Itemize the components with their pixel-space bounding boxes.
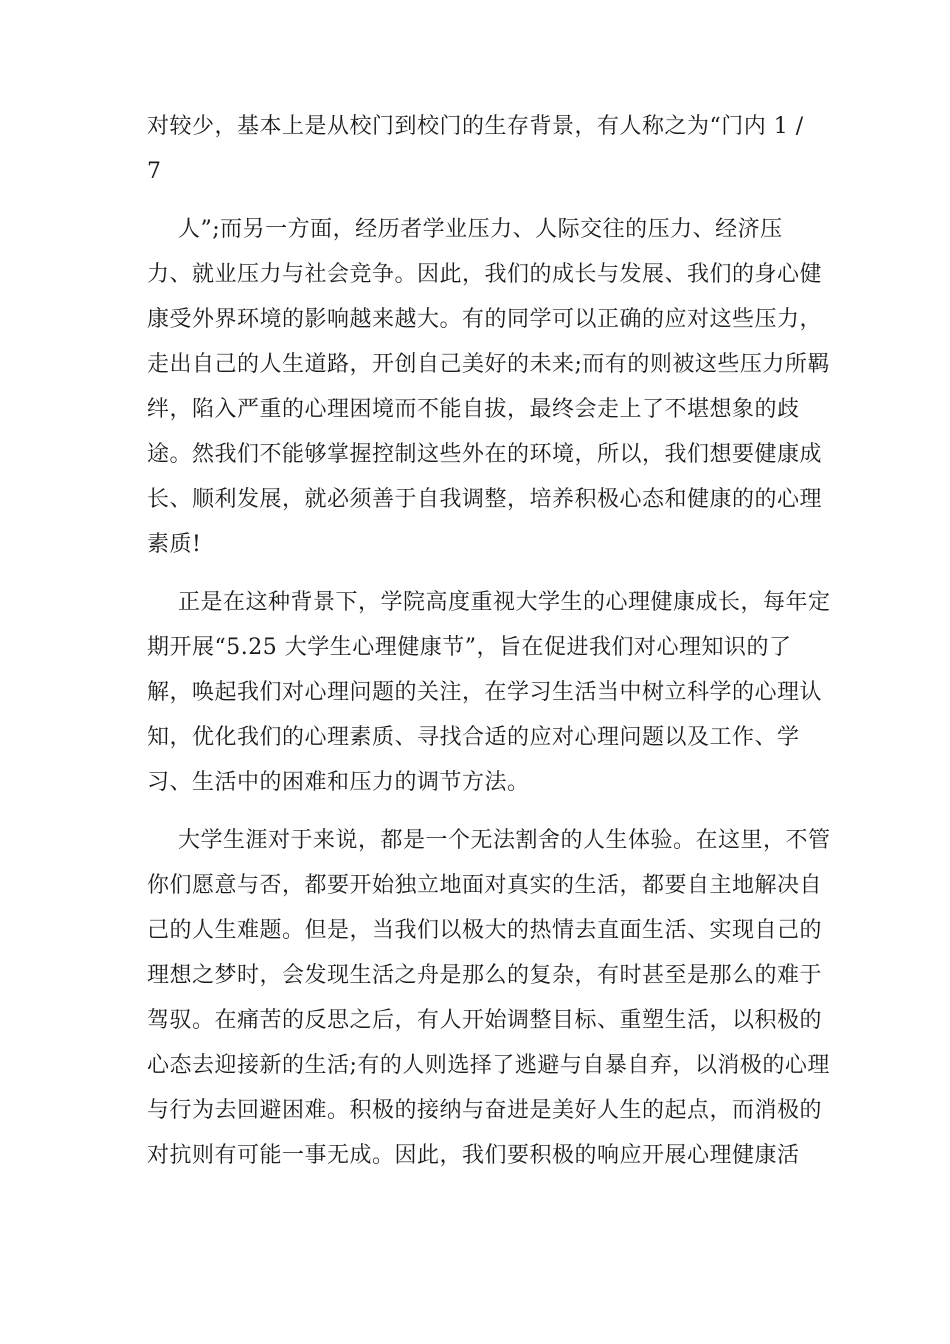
text-line: 走出自己的人生道路，开创自己美好的未来;而有的则被这些压力所羁 [147, 352, 830, 377]
text-line: 你们愿意与否，都要开始独立地面对真实的生活，都要自主地解决自 [147, 873, 823, 898]
text-line: 长、顺利发展，就必须善于自我调整，培养积极心态和健康的的心理 [147, 487, 823, 512]
text-line: 心态去迎接新的生活;有的人则选择了逃避与自暴自弃，以消极的心理 [147, 1053, 830, 1078]
text-line: 康受外界环境的影响越来越大。有的同学可以正确的应对这些压力， [147, 307, 823, 332]
text-line: 对抗则有可能一事无成。因此，我们要积极的响应开展心理健康活 [147, 1143, 800, 1168]
text-line: 己的人生难题。但是，当我们以极大的热情去直面生活、实现自己的 [147, 918, 823, 943]
page-number-line: 7 [147, 159, 162, 184]
text-line: 正是在这种背景下，学院高度重视大学生的心理健康成长，每年定 [178, 590, 831, 615]
text-line: 理想之梦时，会发现生活之舟是那么的复杂，有时甚至是那么的难于 [147, 963, 823, 988]
text-line: 解，唤起我们对心理问题的关注，在学习生活当中树立科学的心理认 [147, 680, 823, 705]
text-line: 素质! [147, 532, 202, 557]
text-line: 绊，陷入严重的心理困境而不能自拔，最终会走上了不堪想象的歧 [147, 397, 800, 422]
text-line: 知，优化我们的心理素质、寻找合适的应对心理问题以及工作、学 [147, 725, 800, 750]
text-line: 与行为去回避困难。积极的接纳与奋进是美好人生的起点，而消极的 [147, 1098, 823, 1123]
text-line: 期开展“5.25 大学生心理健康节”，旨在促进我们对心理知识的了 [147, 635, 792, 660]
text-line: 对较少，基本上是从校门到校门的生存背景，有人称之为“门内 1 / [147, 114, 804, 139]
text-line: 大学生涯对于来说，都是一个无法割舍的人生体验。在这里，不管 [178, 828, 831, 853]
text-line: 途。然我们不能够掌握控制这些外在的环境，所以，我们想要健康成 [147, 442, 823, 467]
text-line: 力、就业压力与社会竞争。因此，我们的成长与发展、我们的身心健 [147, 262, 823, 287]
text-line: 习、生活中的困难和压力的调节方法。 [147, 770, 530, 795]
text-line: 人”;而另一方面，经历者学业压力、人际交往的压力、经济压 [178, 217, 783, 242]
text-line: 驾驭。在痛苦的反思之后，有人开始调整目标、重塑生活，以积极的 [147, 1008, 823, 1033]
